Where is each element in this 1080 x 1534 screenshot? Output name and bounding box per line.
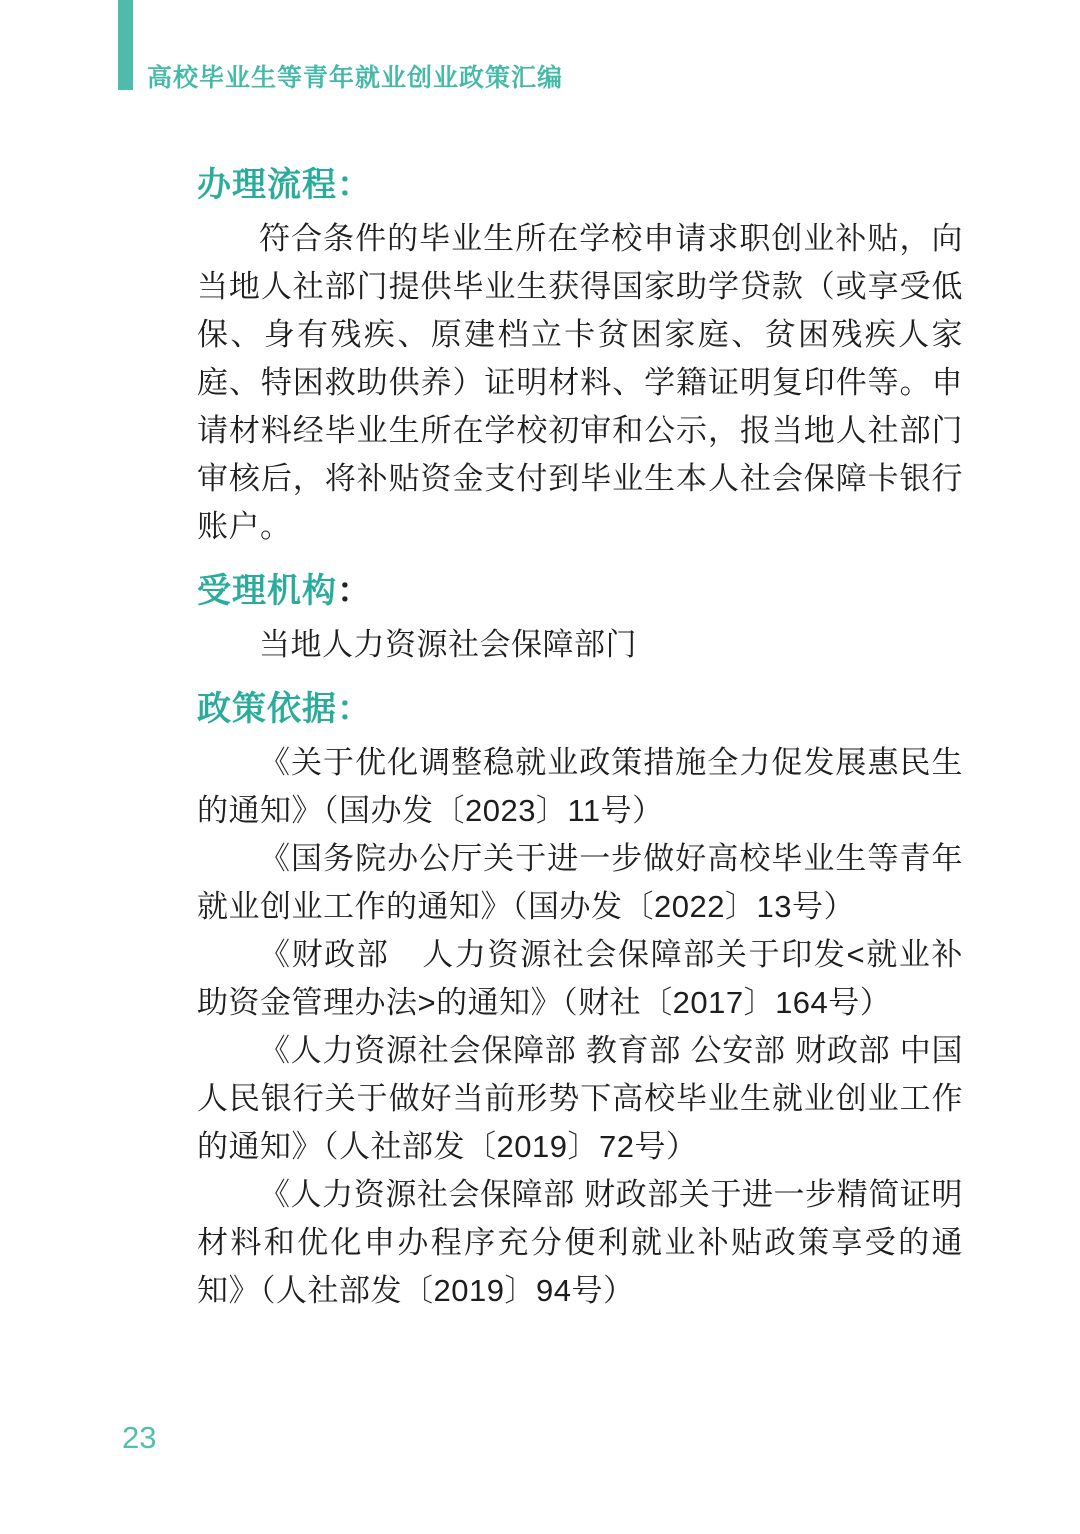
section-heading-policy-basis [197,689,963,729]
paragraph: 符合条件的毕业生所在学校申请求职创业补贴，向当地人社部门提供毕业生获得国家助学贷款（或享受低保、身有残疾、原建档立卡贫困家庭、贫困残疾人家庭、特困救助供养）证明材料、学籍证明复印件等。申请材料经毕业生所在学校初审和公示，报当地人社部门审核后，将补贴资金支付到毕业生本人社会保障卡银行账户。 [197,221,963,544]
policy-reference-item: 《人力资源社会保障部 教育部 公安部 财政部 中国人民银行关于做好当前形势下高校毕业生就业创业工作的通知》（人社部发〔2019〕72号） [197,1033,963,1164]
section-heading-text: 办理流程 [197,166,337,204]
page-number: 23 [122,1420,157,1455]
policy-reference-item: 《关于优化调整稳就业政策措施全力促发展惠民生的通知》（国办发〔2023〕11号） [197,745,963,828]
page-content [197,165,963,1315]
policy-reference-item: 《人力资源社会保障部 财政部关于进一步精简证明材料和优化申办程序充分便利就业补贴政策享受的通知》（人社部发〔2019〕94号） [197,1177,963,1308]
section-heading-colon: ： [337,166,372,204]
section-heading-colon: ： [337,572,372,610]
section-heading-process [197,165,963,205]
header-accent-bar [118,0,133,90]
section-heading-text: 受理机构 [197,572,337,610]
document-header-title: 高校毕业生等青年就业创业政策汇编 [147,64,564,92]
policy-reference-item: 《国务院办公厅关于进一步做好高校毕业生等青年就业创业工作的通知》（国办发〔2022〕13号） [197,841,963,924]
paragraph: 当地人力资源社会保障部门 [259,627,637,662]
section-policy-basis [197,689,963,1315]
section-process [197,165,963,551]
policy-reference-item: 《财政部 人力资源社会保障部关于印发<就业补助资金管理办法>的通知》（财社〔2017〕164号） [197,937,963,1020]
section-accepting-agency [197,571,963,669]
section-heading-agency [197,571,963,611]
section-heading-text: 政策依据 [197,690,337,728]
section-heading-colon: ： [337,690,372,728]
